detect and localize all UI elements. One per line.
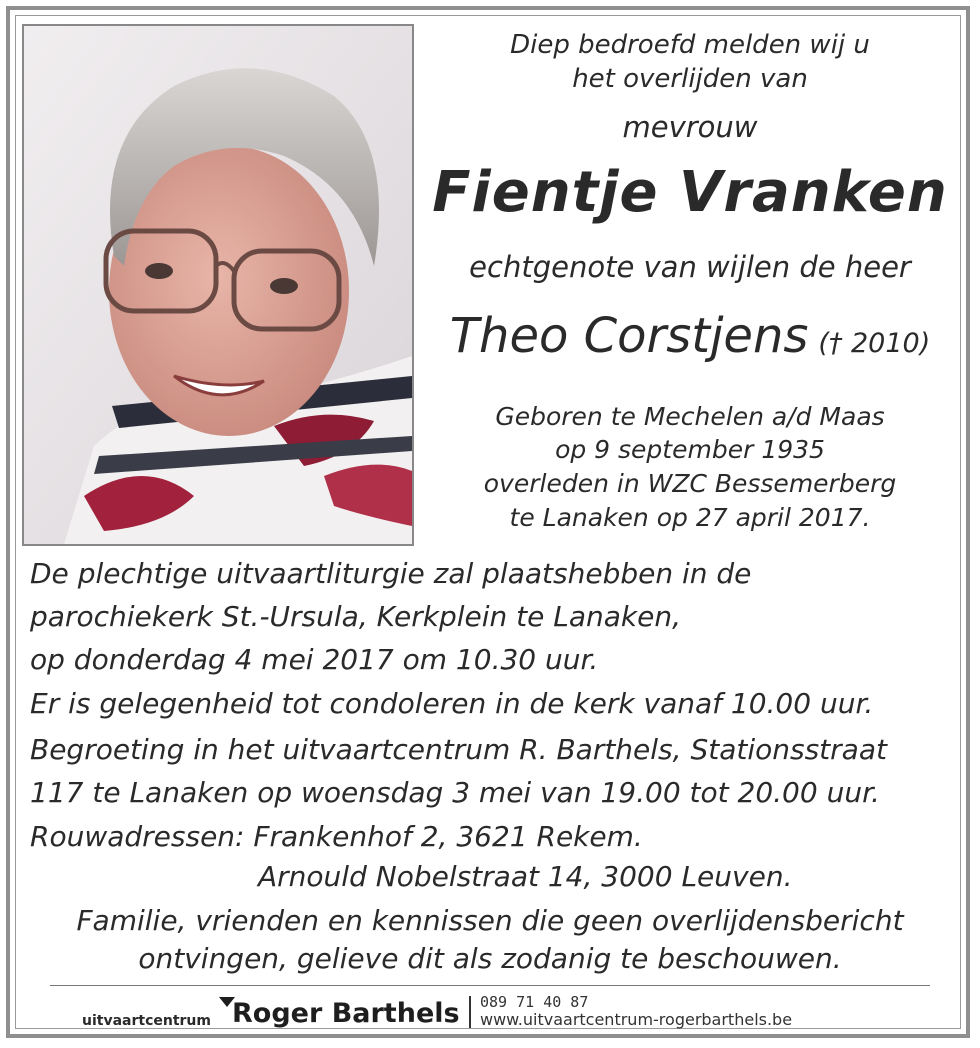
family-notice-line-2: ontvingen, gelieve dit als zodanig te beschouwen. (138, 942, 842, 975)
spouse-row (420, 308, 960, 364)
death-line-1: overleden in WZC Bessemerberg (483, 469, 897, 498)
funeral-line-3: op donderdag 4 mei 2017 om 10.30 uur. (30, 643, 599, 676)
visitation-line-2: 117 te Lanaken op woensdag 3 mei van 19.00 tot 20.00 uur. (30, 776, 880, 809)
funeral-line-1: De plechtige uitvaartliturgie zal plaatshebben in de (30, 557, 752, 590)
death-line-2: te Lanaken op 27 april 2017. (509, 503, 871, 532)
birth-line-1: Geboren te Mechelen a/d Maas (495, 402, 885, 431)
visitation-line-1: Begroeting in het uitvaartcentrum R. Barthels, Stationsstraat (30, 733, 887, 766)
family-notice-line-1: Familie, vrienden en kennissen die geen overlijdensbericht (76, 904, 904, 937)
intro-line-1: Diep bedroefd melden wij u (510, 30, 870, 60)
footer-phone: 089 71 40 87 (480, 993, 589, 1011)
mourning-address-1: Rouwadressen: Frankenhof 2, 3621 Rekem. (30, 820, 643, 853)
spouse-death-year: († 2010) (818, 328, 931, 359)
honorific: mevrouw (622, 110, 758, 144)
footer-prefix: uitvaartcentrum (82, 1013, 211, 1029)
mourning-address-2: Arnould Nobelstraat 14, 3000 Leuven. (258, 860, 793, 893)
portrait-photo (22, 24, 414, 546)
footer-website: www.uitvaartcentrum-rogerbarthels.be (480, 1010, 793, 1029)
intro-line-2: het overlijden van (572, 64, 808, 94)
spouse-intro: echtgenote van wijlen de heer (469, 250, 911, 284)
footer-separator (469, 996, 471, 1028)
funeral-line-2: parochiekerk St.-Ursula, Kerkplein te Lanaken, (30, 600, 681, 633)
deceased-name: Fientje Vranken (432, 160, 948, 225)
spouse-name: Theo Corstjens (449, 308, 809, 364)
footer-brand: Roger Barthels (232, 998, 460, 1029)
footer-divider (50, 985, 930, 986)
condolence-line: Er is gelegenheid tot condoleren in de kerk vanaf 10.00 uur. (30, 687, 874, 720)
birth-line-2: op 9 september 1935 (555, 435, 825, 464)
